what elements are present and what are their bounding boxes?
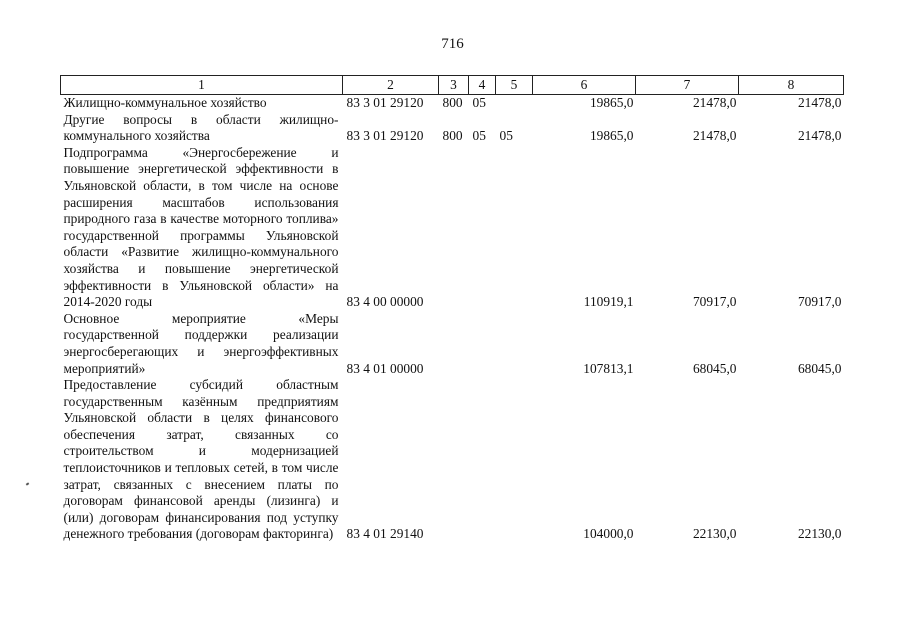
table-row — [61, 95, 844, 112]
row-col7: 22130,0 — [692, 526, 737, 542]
row-code: 83 4 01 00000 — [346, 360, 424, 376]
row-col4 — [469, 377, 496, 543]
row-col4: 05 — [472, 128, 486, 144]
row-name: Жилищно-коммунальное хозяйство — [63, 95, 267, 110]
row-col5 — [496, 377, 533, 543]
row-code: 83 3 01 29120 — [346, 128, 424, 144]
column-header-1: 1 — [61, 76, 343, 95]
row-col4: 05 — [472, 95, 486, 110]
table-row — [61, 145, 844, 311]
table-row — [61, 112, 844, 145]
row-col3: 800 — [442, 95, 463, 110]
row-col3 — [439, 145, 469, 311]
row-col7: 21478,0 — [692, 95, 737, 110]
row-name: Основное мероприятие «Меры государственной поддержки реализации энергосберегающих и энергоэффективных мероприятий» — [63, 310, 339, 376]
row-col4 — [469, 145, 496, 311]
row-col8: 68045,0 — [797, 360, 842, 376]
column-header-3: 3 — [439, 76, 469, 95]
table-row — [61, 377, 844, 543]
scan-speck — [26, 482, 30, 485]
row-col8: 21478,0 — [797, 95, 842, 110]
row-name: Подпрограмма «Энергосбережение и повышение энергетической эффективности в Ульяновской области, в том числе на основе расширения масштабов использования природного газа в качестве моторного топлива» государственной программы Ульяновской области «Развитие жилищно-коммунального хозяйства и повышение энергетической эффективности в Ульяновской области» на 2014-2020 годы — [63, 144, 339, 310]
row-col6: 19865,0 — [589, 128, 634, 144]
row-col7: 68045,0 — [692, 360, 737, 376]
row-col5 — [496, 311, 533, 377]
page-number: 716 — [441, 36, 464, 52]
row-col5 — [496, 145, 533, 311]
row-col7: 70917,0 — [692, 294, 737, 310]
row-col3: 800 — [442, 128, 463, 144]
row-col6: 107813,1 — [583, 360, 634, 376]
row-code: 83 3 01 29120 — [346, 95, 424, 110]
row-code: 83 4 01 29140 — [346, 526, 424, 542]
row-col6: 19865,0 — [589, 95, 634, 110]
row-col6: 110919,1 — [583, 294, 634, 310]
row-name: Другие вопросы в области жилищно-коммунального хозяйства — [63, 111, 339, 144]
column-header-4: 4 — [469, 76, 496, 95]
column-header-8: 8 — [739, 76, 844, 95]
row-col3 — [439, 377, 469, 543]
row-col6: 104000,0 — [583, 526, 634, 542]
row-col8: 21478,0 — [797, 128, 842, 144]
row-col8: 22130,0 — [797, 526, 842, 542]
row-col3 — [439, 311, 469, 377]
header-row — [61, 76, 844, 95]
row-col5 — [496, 95, 533, 112]
column-header-5: 5 — [496, 76, 533, 95]
row-name: Предоставление субсидий областным государственным казённым предприятиям Ульяновской области в целях финансового обеспечения затрат, связанных со строительством и модернизацией теплоисточников и тепловых сетей, в том числе затрат, связанных с внесением платы по договорам финансовой аренды (лизинга) и (или) договорам финансирования под уступку денежного требования (договорам факторинга) — [63, 377, 339, 542]
row-code: 83 4 00 00000 — [346, 294, 424, 310]
table-row — [61, 311, 844, 377]
column-header-2: 2 — [343, 76, 439, 95]
row-col8: 70917,0 — [797, 294, 842, 310]
column-header-7: 7 — [636, 76, 739, 95]
column-header-6: 6 — [533, 76, 636, 95]
row-col7: 21478,0 — [692, 128, 737, 144]
budget-table — [60, 75, 844, 543]
row-col4 — [469, 311, 496, 377]
row-col5: 05 — [499, 128, 513, 144]
